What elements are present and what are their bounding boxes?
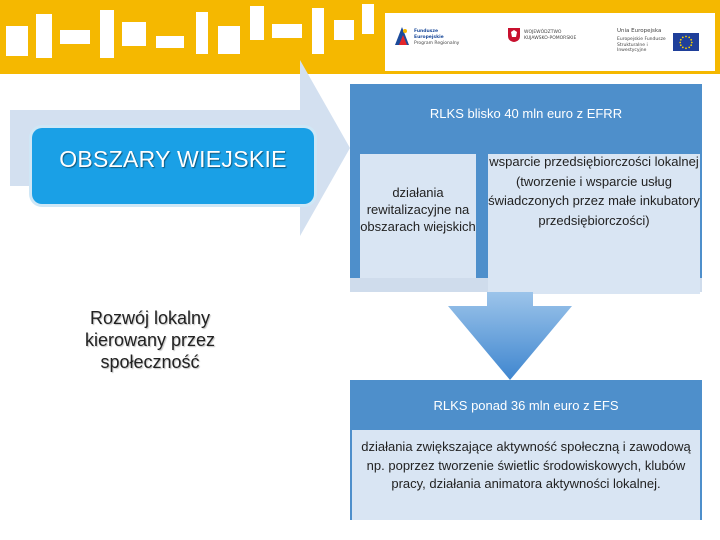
header-decoration [362, 4, 374, 34]
obszary-wiejskie-label: OBSZARY WIEJSKIE [59, 146, 287, 172]
logo-panel [385, 13, 715, 71]
header-decoration [250, 6, 264, 40]
efrr-card-entrepreneurship-text: wsparcie przedsiębiorczości lokalnej (tworzenie i wsparcie usług świadczonych przez małe inkubatory przedsiębiorczości) [488, 154, 700, 228]
header-decoration [6, 26, 28, 56]
eu-flag-icon [673, 33, 699, 51]
logo-wojewodztwo-text: WOJEWÓDZTWO KUJAWSKO-POMORSKIE [524, 30, 577, 41]
fundusze-europejskie-logo-icon [393, 25, 411, 47]
header-decoration [218, 26, 240, 54]
rlks-description-label: Rozwój lokalny kierowany przez społeczność [84, 308, 216, 372]
efs-card-social-activity-text: działania zwiększające aktywność społeczną i zawodową np. poprzez tworzenie świetlic środowiskowych, klubów pracy, działania animatora aktywności lokalnej. [361, 439, 691, 491]
efrr-card-revitalization-text: działania rewitalizacyjne na obszarach wiejskich [360, 185, 476, 234]
logo-fundusze-text: Fundusze Europejskie [414, 29, 444, 40]
header-decoration [36, 14, 52, 58]
down-arrow-icon [440, 292, 580, 382]
header-decoration [196, 12, 208, 54]
header-decoration [60, 30, 90, 44]
region-coat-of-arms-icon [507, 27, 521, 43]
header-decoration [156, 36, 184, 48]
logo-ue-sub: Europejskie Fundusze Strukturalne i Inwestycyjne [617, 37, 666, 53]
logo-fundusze-sub: Program Regionalny [414, 41, 460, 46]
header-decoration [312, 8, 324, 54]
header-decoration [272, 24, 302, 38]
header-decoration [122, 22, 146, 46]
header-decoration [334, 20, 354, 40]
logo-ue-text: Unia Europejska [617, 28, 662, 34]
header-decoration [100, 10, 114, 58]
efs-title: RLKS ponad 36 mln euro z EFS [433, 398, 619, 413]
efrr-title: RLKS blisko 40 mln euro z EFRR [429, 106, 623, 121]
